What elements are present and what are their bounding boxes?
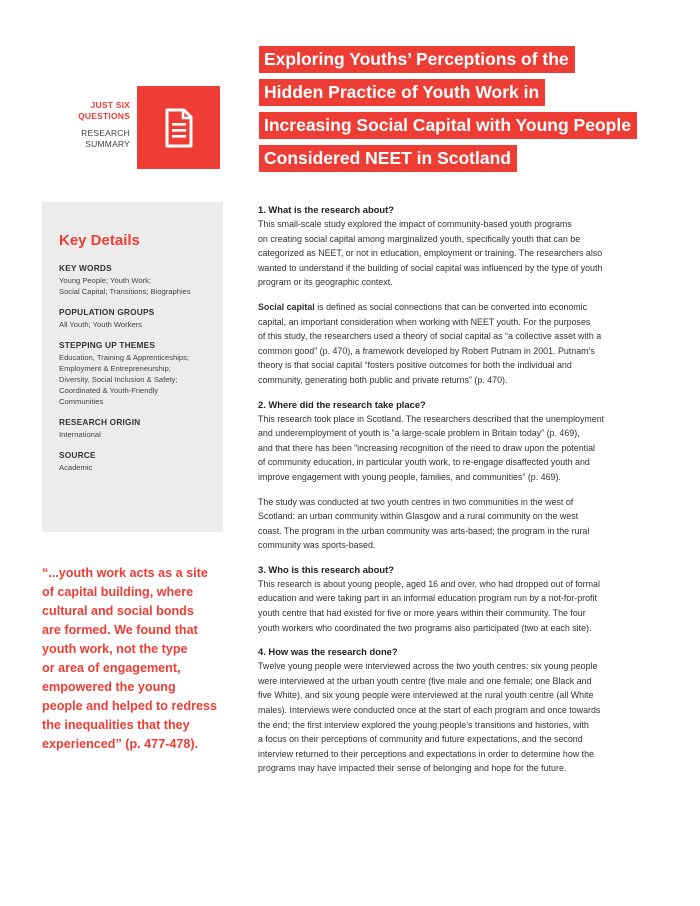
source-label: SOURCE — [59, 450, 96, 460]
detail-line: Young People; Youth Work; — [59, 276, 152, 285]
text-line: community, generating both public and private returns” (p. 470). — [258, 374, 508, 385]
text-line: capital, an important consideration when working with NEET youth. For the purposes — [258, 316, 591, 327]
population-groups-label: POPULATION GROUPS — [59, 307, 155, 317]
quote-line: people and helped to redress — [42, 699, 217, 713]
key-details-list — [59, 263, 219, 473]
title-line: Hidden Practice of Youth Work in — [259, 79, 545, 106]
text-line: education and were taking part in an informal education program run by a not-for-profit — [258, 593, 597, 604]
question-4-heading: 4. How was the research done? — [258, 646, 398, 658]
page-title — [259, 46, 659, 178]
key-details-heading: Key Details — [59, 232, 140, 249]
question-1-heading: 1. What is the research about? — [258, 204, 394, 215]
tag-line-4: SUMMARY — [85, 139, 130, 149]
text-line: The study was conducted at two youth centres in two communities in the west of — [258, 496, 574, 507]
quote-line: or area of engagement, — [42, 661, 181, 675]
question-1-paragraph-1 — [258, 217, 650, 290]
stepping-up-themes-label: STEPPING UP THEMES — [59, 340, 156, 350]
text-line: youth workers who coordinated the two programs also participated (two at each site). — [258, 622, 592, 633]
text-line: programs may have impacted their sense of belonging and hope for the future. — [258, 763, 567, 774]
title-line: Considered NEET in Scotland — [259, 145, 517, 172]
research-origin-label: RESEARCH ORIGIN — [59, 417, 141, 427]
text-line — [258, 300, 650, 315]
text-line: This research is about young people, aged 16 and over, who had dropped out of formal — [258, 578, 600, 589]
text-line: were interviewed at the urban youth centre (five male and one female; one Black and — [258, 675, 592, 686]
question-2-paragraph-2 — [258, 495, 650, 553]
text-line: improve engagement with young people, families, and communities” (p. 469). — [258, 471, 561, 482]
text-line: Scotland: an urban community within Glasgow and a rural community on the west — [258, 511, 579, 522]
detail-line: All Youth; Youth Workers — [59, 320, 143, 329]
question-1-paragraph-2 — [258, 300, 650, 388]
question-4-paragraph-1 — [258, 659, 650, 776]
title-line: Increasing Social Capital with Young People — [259, 112, 637, 139]
text-line: the end; the first interview explored the young people’s transitions and histories, with — [258, 719, 589, 730]
series-tag — [30, 100, 130, 150]
detail-line: Communities — [59, 397, 104, 406]
detail-line: Employment & Entrepreneurship; — [59, 364, 171, 373]
question-3-paragraph-1 — [258, 577, 650, 635]
research-origin-value — [59, 429, 219, 440]
text-line: coast. The program in the urban community was arts-based; the program in the rural — [258, 525, 590, 536]
text-line: of community education, in particular youth work, to re-engage disaffected youth and — [258, 457, 590, 468]
social-capital-term: Social capital — [258, 301, 315, 312]
main-content — [258, 203, 650, 776]
text-line: on creating social capital among marginalized youth, specifically youth that can be — [258, 233, 581, 244]
question-2-paragraph-1 — [258, 412, 650, 485]
text-line: Twelve young people were interviewed across the two youth centres: six young people — [258, 661, 598, 672]
text-line: program or its geographic context. — [258, 277, 393, 288]
quote-line: empowered the young — [42, 680, 176, 694]
quote-line: of capital building, where — [42, 585, 194, 599]
quote-line: cultural and social bonds — [42, 604, 194, 618]
text-line: theory is that social capital “fosters positive outcomes for both the individual and — [258, 360, 572, 371]
quote-line: “...youth work acts as a site — [42, 566, 208, 580]
text-line: youth centre that had existed for five or more years within their community. The four — [258, 608, 586, 619]
quote-line: experienced” (p. 477-478). — [42, 737, 199, 751]
population-groups-value — [59, 319, 219, 330]
text-line: categorized as NEET, or not in education, employment or training. The researchers also — [258, 248, 603, 259]
text-line: males). Interviews were conducted once at the start of each program and once towards — [258, 705, 601, 716]
text-line: and that there has been “increasing recognition of the need to draw upon the potential — [258, 442, 595, 453]
tag-line-3: RESEARCH — [81, 128, 130, 138]
detail-line: Academic — [59, 463, 93, 472]
question-2-heading: 2. Where did the research take place? — [258, 398, 426, 410]
text-line: This small-scale study explored the impact of community-based youth programs — [258, 219, 572, 229]
detail-line: Education, Training & Apprenticeships; — [59, 353, 190, 362]
detail-line: Coordinated & Youth-Friendly — [59, 386, 159, 395]
key-words-label: KEY WORDS — [59, 263, 112, 273]
key-details-panel — [42, 202, 223, 532]
quote-line: the inequalities that they — [42, 718, 190, 732]
source-value — [59, 462, 219, 473]
document-icon — [164, 108, 194, 148]
text-line: a focus on their perceptions of community and future expectations, and the second — [258, 734, 583, 745]
text-run: is defined as social connections that can be converted into economic — [314, 301, 588, 312]
key-words-value — [59, 275, 219, 297]
stepping-up-themes-value — [59, 352, 219, 407]
tag-line-1: JUST SIX — [90, 100, 130, 110]
tag-line-2: QUESTIONS — [78, 111, 130, 121]
detail-line: Social Capital; Transitions; Biographies — [59, 287, 191, 296]
detail-line: International — [59, 430, 101, 439]
quote-line: are formed. We found that — [42, 623, 198, 637]
title-line: Exploring Youths’ Perceptions of the — [259, 46, 575, 73]
text-line: community was sports-based. — [258, 540, 376, 551]
detail-line: Diversity, Social Inclusion & Safety; — [59, 375, 178, 384]
text-line: and underemployment of youth is “a large-scale problem in Britain today” (p. 469), — [258, 428, 580, 439]
pull-quote — [42, 564, 222, 754]
document-icon-box — [137, 86, 220, 169]
text-line: five White), and six young people were interviewed at the rural youth centre (all White — [258, 690, 594, 701]
text-line: common good” (p. 470), a framework developed by Robert Putnam in 2001. Putnam’s — [258, 345, 595, 356]
question-3-heading: 3. Who is this research about? — [258, 563, 394, 575]
text-line: interview returned to their perceptions and expectations in order to determine how the — [258, 748, 594, 759]
text-line: wanted to understand if the building of social capital was influenced by the type of youth — [258, 262, 603, 273]
text-line: This research took place in Scotland. The researchers described that the unemployment — [258, 413, 605, 424]
quote-line: youth work, not the type — [42, 642, 188, 656]
text-line: of this study, the researchers used a theory of social capital as “a collective asset with a — [258, 331, 602, 342]
